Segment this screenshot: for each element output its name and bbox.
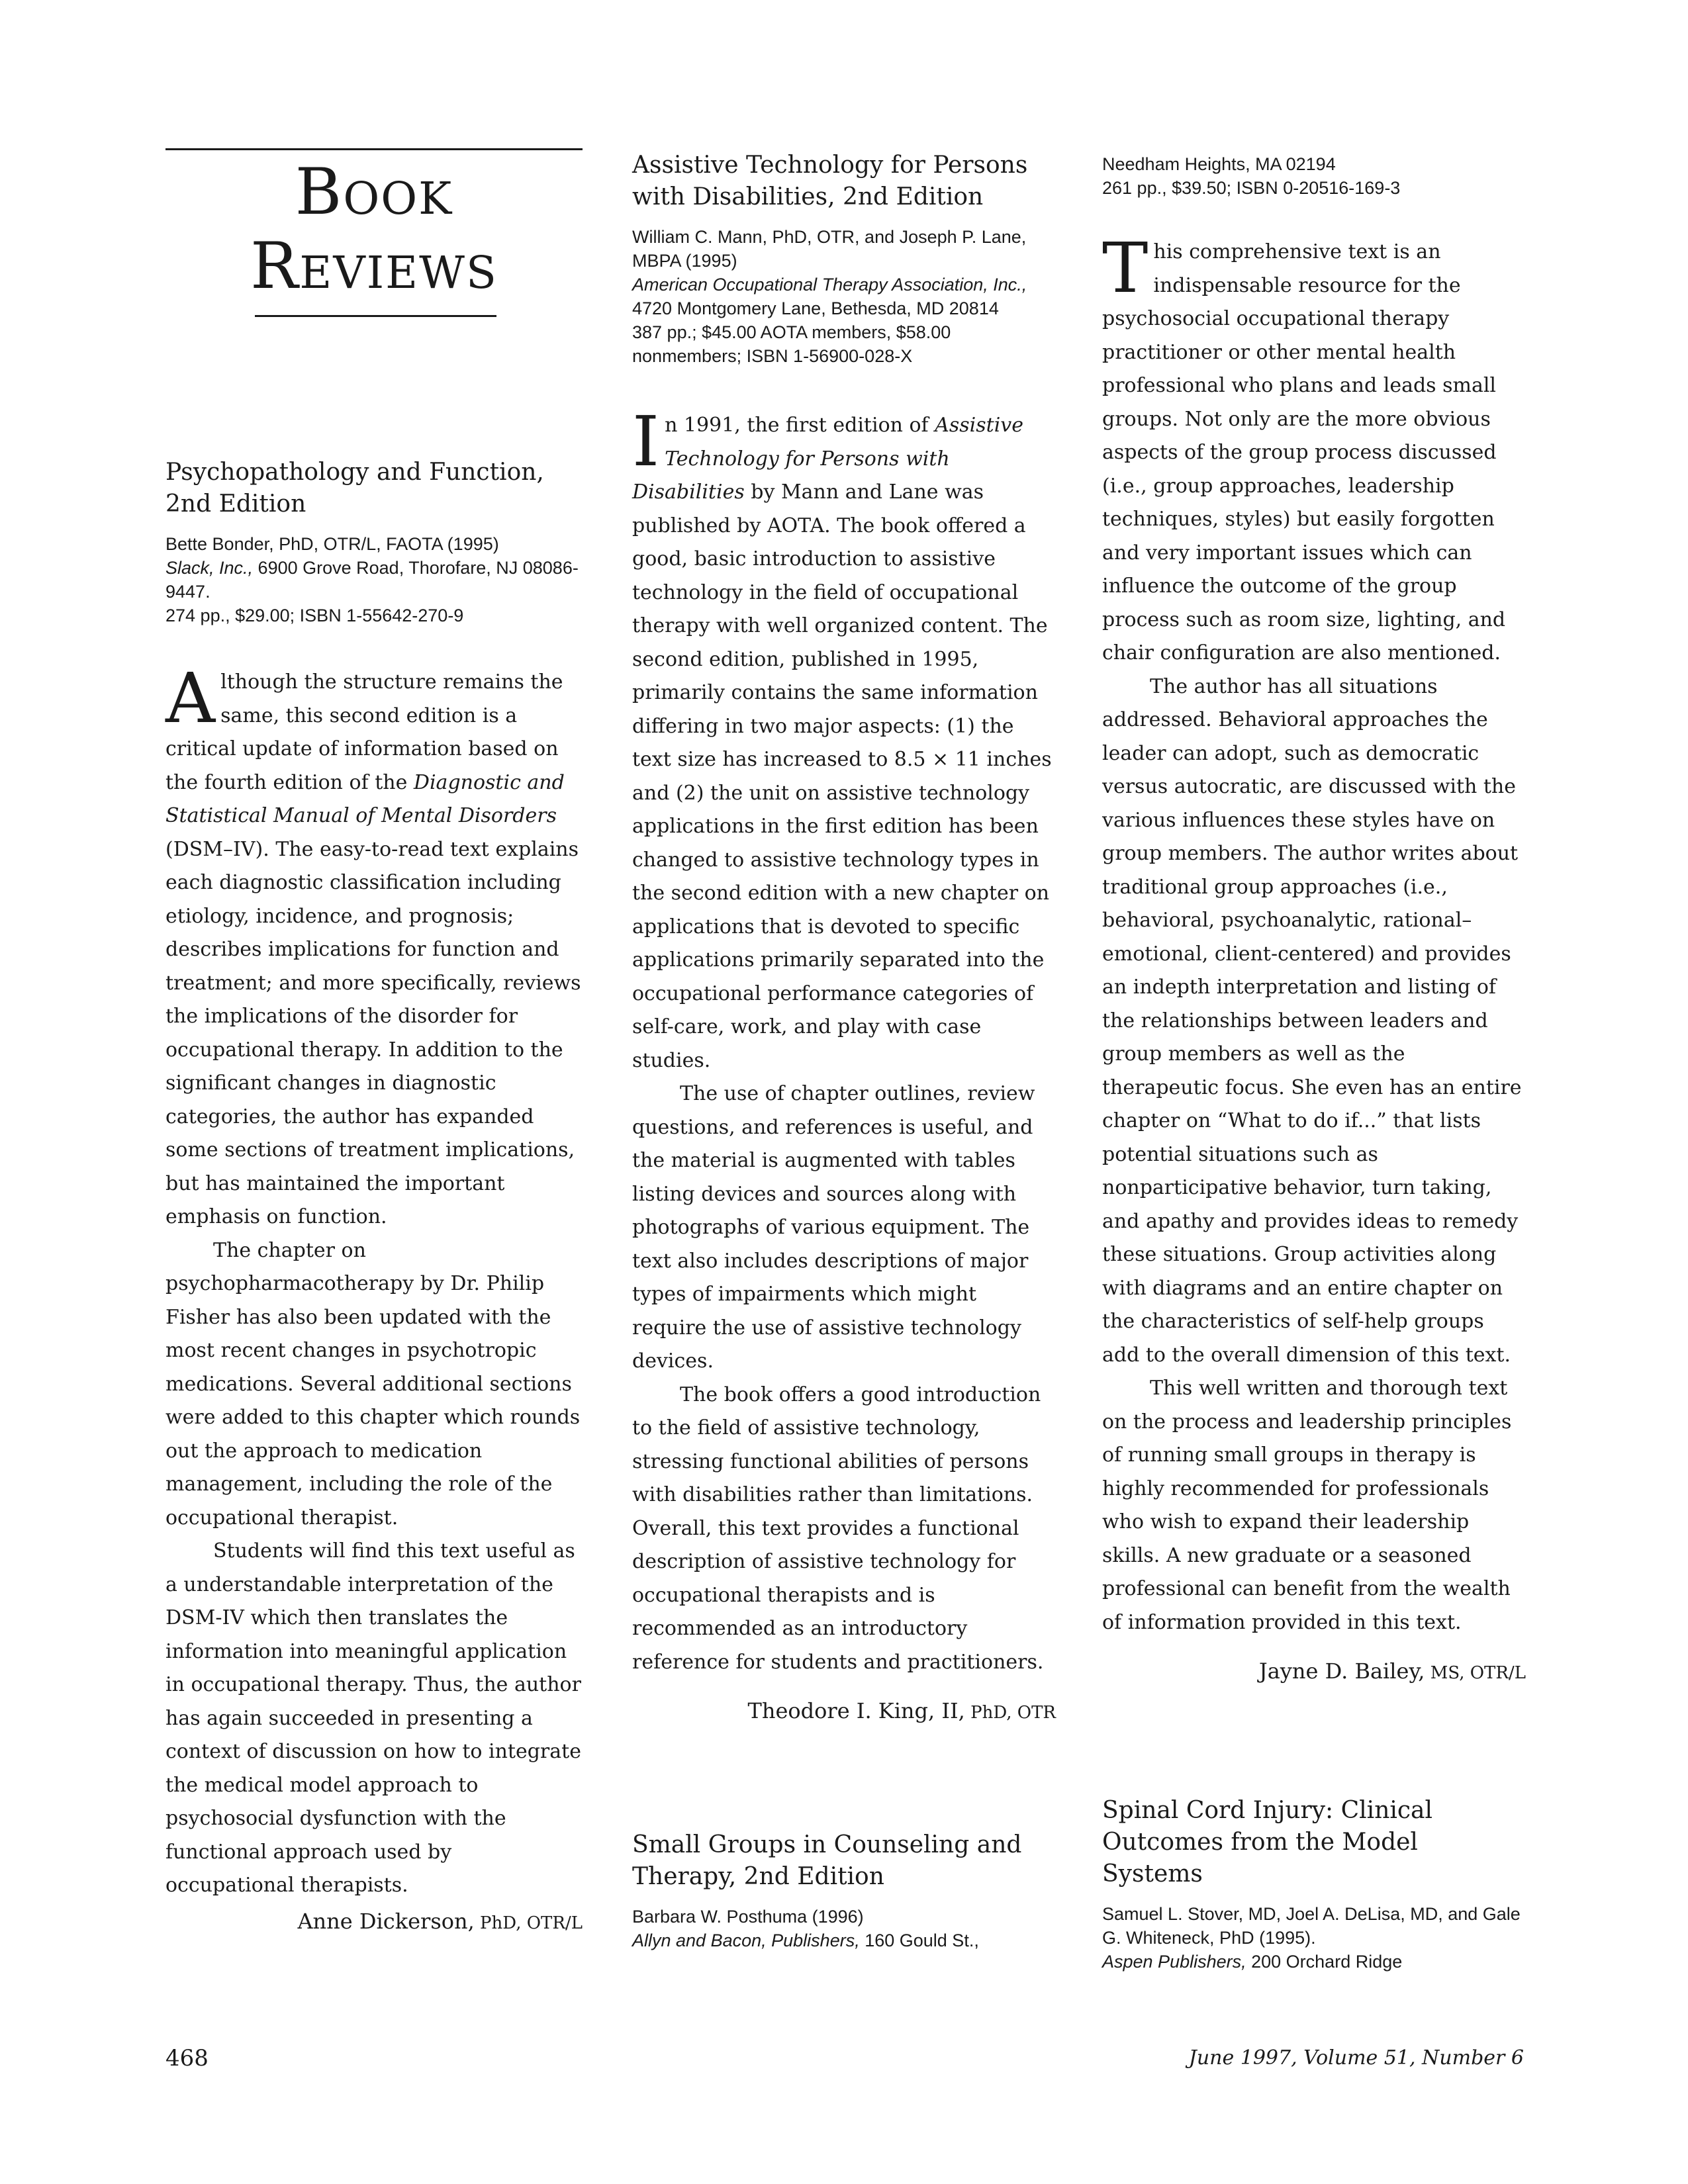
book-reference: Assistive Technology for Persons with Disabilities — [632, 414, 1024, 504]
book-publisher: American Occupational Therapy Association, Inc., — [632, 275, 1027, 295]
book-title: Small Groups in Counseling and Therapy, 2nd Edition — [632, 1831, 1022, 1890]
book-title: Psychopathology and Function, 2nd Edition — [165, 459, 544, 518]
book-authors: Barbara W. Posthuma (1996) — [632, 1907, 864, 1927]
section-title — [165, 155, 583, 303]
paragraph-text: his comprehensive text is an indispensable resource for the psychosocial occupational therapy practitioner or other mental health professional who plans and leads small groups. Not only are the more obvious aspects of the group process discussed (i.e., group approaches, leadership techniques, styles) but easily forgotten and very important issues which can influence the outcome of the group process such as room size, lighting, and chair configuration are also mentioned. — [1102, 240, 1506, 664]
review-psychopathology — [165, 457, 583, 1938]
book-address: 6900 Grove Road, Thorofare, NJ 08086-9447. — [165, 558, 579, 602]
reviewer-credentials: MS, OTR/L — [1425, 1663, 1526, 1683]
book-meta-continued — [1102, 152, 1526, 200]
header-rule-bottom — [255, 315, 496, 317]
review-paragraph: The chapter on psychopharmacotherapy by Dr. Philip Fisher has also been updated with the most recent changes in psychotropic medications. Several additional sections were added to this chapter which rounds out the approach to medication management, including the role of the occupational therapist. — [165, 1238, 581, 1529]
section-title-line2: Reviews — [250, 229, 498, 303]
reviewer-credentials: PhD, OTR/L — [474, 1913, 583, 1933]
book-authors: Samuel L. Stover, MD, Joel A. DeLisa, MD, and Gale G. Whiteneck, PhD (1995). — [1102, 1904, 1521, 1948]
reviewer-credentials: PhD, OTR — [964, 1703, 1056, 1723]
reviewer-name: Anne Dickerson, — [297, 1908, 475, 1934]
review-paragraph: The use of chapter outlines, review questions, and references is useful, and the material is augmented with tables listing devices and sources along with photographs of various equipment. The text also includes descriptions of major types of impairments which might require the use of assistive technology devices. — [632, 1082, 1035, 1373]
review-paragraph: The book offers a good introduction to the field of assistive technology, stressing functional abilities of persons with disabilities rather than limitations. Overall, this text provides a functional description of assistive technology for occupational therapists and is recommended as an introductory reference for students and practitioners. — [632, 1383, 1044, 1674]
book-meta — [632, 225, 1056, 368]
book-details: 274 pp., $29.00; ISBN 1-55642-270-9 — [165, 606, 464, 625]
book-details: 261 pp., $39.50; ISBN 0-20516-169-3 — [1102, 178, 1401, 198]
book-reference: Diagnostic and Statistical Manual of Mental Disorders — [165, 770, 565, 827]
reviewer-signature — [632, 1696, 1056, 1727]
book-publisher: Allyn and Bacon, Publishers, — [632, 1931, 860, 1950]
review-body — [1102, 228, 1526, 1639]
book-address: 200 Orchard Ridge — [1246, 1952, 1403, 1972]
review-body — [165, 658, 583, 1903]
paragraph-text: (DSM–IV). The easy-to-read text explains each diagnostic classification including etiology, incidence, and prognosis; describes implications for function and treatment; and more specifically, reviews the implications of the disorder for occupational therapy. In addition to the significant changes in diagnostic categories, the author has expanded some sections of treatment implications, but has maintained the important emphasis on function. — [165, 837, 581, 1228]
book-publisher-line — [632, 1929, 1056, 1952]
book-publisher-line — [165, 556, 583, 604]
book-title: Assistive Technology for Persons with Disabilities, 2nd Edition — [632, 152, 1028, 210]
review-paragraph — [632, 401, 1056, 1077]
book-publisher: Slack, Inc., — [165, 558, 254, 578]
section-title-line1: Book — [295, 155, 453, 229]
review-small-groups — [632, 1829, 1056, 1952]
book-address: 160 Gould St., — [859, 1931, 979, 1950]
book-authors: William C. Mann, PhD, OTR, and Joseph P. Lane, MBPA (1995) — [632, 227, 1027, 271]
paragraph-text: lthough the structure remains the same, this second edition is a critical update of information based on the fourth edition of the — [165, 670, 563, 794]
review-body — [632, 401, 1056, 1679]
book-publisher-line — [632, 273, 1056, 320]
drop-cap: T — [1102, 228, 1149, 308]
review-spinal-cord-injury — [1102, 1795, 1526, 1974]
paragraph-text: n 1991, the first edition of — [665, 414, 935, 437]
book-publisher-line — [1102, 1950, 1526, 1974]
journal-citation: June 1997, Volume 51, Number 6 — [1188, 2046, 1524, 2070]
book-publisher: Aspen Publishers, — [1102, 1952, 1246, 1972]
drop-cap: A — [165, 658, 216, 739]
book-address: 4720 Montgomery Lane, Bethesda, MD 20814 — [632, 298, 999, 318]
book-authors: Bette Bonder, PhD, OTR/L, FAOTA (1995) — [165, 534, 499, 554]
book-title: Spinal Cord Injury: Clinical Outcomes from the Model Systems — [1102, 1797, 1433, 1888]
book-meta — [1102, 1902, 1526, 1974]
book-meta — [165, 532, 583, 627]
review-paragraph: Students will find this text useful as a understandable interpretation of the DSM-IV which then translates the information into meaningful application in occupational therapy. Thus, the author has again succeeded in presenting a context of discussion on how to integrate the medical model approach to psychosocial dysfunction with the functional approach used by occupational therapists. — [165, 1539, 581, 1897]
book-address-continued: Needham Heights, MA 02194 — [1102, 154, 1336, 174]
book-details: 387 pp.; $45.00 AOTA members, $58.00 nonmembers; ISBN 1-56900-028-X — [632, 322, 951, 366]
review-paragraph: This well written and thorough text on the process and leadership principles of running small groups in therapy is highly recommended for professionals who wish to expand their leadership skills. A new graduate or a seasoned professional can benefit from the wealth of information provided in this text. — [1102, 1377, 1512, 1634]
review-assistive-technology — [632, 150, 1056, 1727]
review-paragraph — [1102, 228, 1526, 670]
paragraph-text: by Mann and Lane was published by AOTA. The book offered a good, basic introduction to assistive technology in the field of occupational therapy with well organized content. The second edition, published in 1995, primarily contains the same information differing in two major aspects: (1) the text size has increased to 8.5 × 11 inches and (2) the unit on assistive technology applications in the first edition has been changed to assistive technology types in the second edition with a new chapter on applications that is devoted to specific applications primarily separated into the occupational performance categories of self-care, work, and play with case studies. — [632, 480, 1052, 1072]
review-small-groups-continued — [1102, 152, 1526, 1688]
review-paragraph: The author has all situations addressed. Behavioral approaches the leader can adopt, such as democratic versus autocratic, are discussed with the various influences these styles have on group members. The author writes about traditional group approaches (i.e., behavioral, psychoanalytic, rational–emotional, client-centered) and provides an indepth interpretation and listing of the relationships between leaders and group members as well as the therapeutic focus. She even has an entire chapter on “What to do if...” that lists potential situations such as nonparticipative behavior, turn taking, and apathy and provides ideas to remedy these situations. Group activities along with diagrams and an entire chapter on the characteristics of self-help groups add to the overall dimension of this text. — [1102, 674, 1522, 1367]
reviewer-signature — [1102, 1657, 1526, 1688]
reviewer-signature — [165, 1907, 583, 1938]
page-number: 468 — [165, 2045, 209, 2071]
reviewer-name: Theodore I. King, II, — [747, 1698, 965, 1723]
review-paragraph — [165, 658, 583, 1234]
header-rule-top — [165, 148, 583, 150]
reviewer-name: Jayne D. Bailey, — [1258, 1659, 1425, 1684]
book-meta — [632, 1905, 1056, 1952]
drop-cap: I — [632, 401, 660, 482]
